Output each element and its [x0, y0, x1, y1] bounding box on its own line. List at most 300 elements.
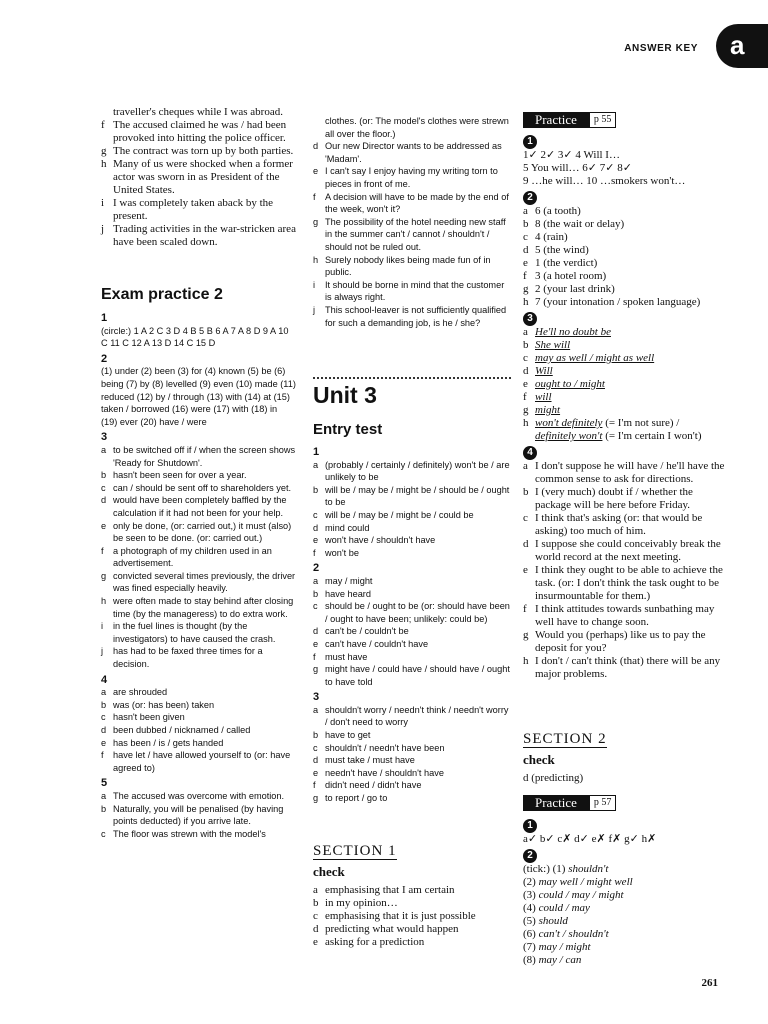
e1-number: 1: [313, 446, 320, 458]
answer-text: might: [535, 404, 561, 416]
answer-text: 5 (the wind): [535, 244, 589, 256]
answer-text: were often made to stay behind after closing time (by the manageress) to do extra work.: [113, 596, 294, 619]
answer-text: I (very much) doubt if / whether the package will be here before Friday.: [535, 486, 693, 511]
answer-letter: e: [313, 767, 319, 778]
answer-letter: b: [101, 699, 107, 710]
answer-text: I was completely taken aback by the present.: [113, 197, 274, 222]
answer-text: won't have / shouldn't have: [325, 535, 436, 546]
answer-line: [523, 928, 728, 941]
answer-letter: i: [101, 621, 104, 632]
answer-letter: c: [101, 712, 106, 723]
answer-text: He'll no doubt be: [535, 326, 611, 338]
answer-letter: c: [313, 601, 318, 612]
answer-item: [101, 711, 296, 724]
answer-item: [101, 737, 296, 750]
col2-entry: [313, 446, 511, 805]
answer-letter: b: [313, 484, 319, 495]
answer-text: have heard: [325, 588, 371, 599]
answer-line: [523, 863, 728, 876]
answer-text: should: [538, 915, 568, 927]
answer-letter: a: [101, 444, 107, 455]
answer-letter: b: [523, 339, 529, 351]
answer-letter: f: [313, 780, 316, 791]
answer-item: [101, 570, 296, 595]
e2-number: 2: [313, 562, 320, 575]
answer-text: 3 (a hotel room): [535, 270, 607, 282]
section2-heading: SECTION 2: [523, 731, 607, 747]
answer-item: [101, 520, 296, 545]
answer-text: It should be borne in mind that the customer is always right.: [325, 279, 505, 303]
answer-letter: j: [101, 223, 105, 235]
answer-letter: h: [523, 655, 529, 667]
answer-text: would have been completely baffled by the calculation if it had not been for your help.: [113, 495, 287, 518]
answer-letter: f: [313, 651, 316, 662]
answer-text: will be / may be / might be / should be / ought to be: [325, 484, 510, 508]
answer-text: mind could: [325, 522, 370, 533]
practice-page-2: p 57: [589, 795, 617, 811]
answer-text: won't definitely: [535, 417, 603, 429]
answer-text: can / should be sent off to shareholders yet.: [113, 482, 292, 493]
answer-item: [101, 119, 296, 145]
answer-letter: e: [313, 535, 319, 546]
section-tab: a: [716, 24, 768, 68]
answer-item: [101, 444, 296, 469]
answer-text: must have: [325, 651, 368, 662]
answer-item: [313, 923, 511, 936]
answer-number: (3): [523, 889, 539, 901]
answer-text: I think they ought to be able to achieve the task. (or: I don't think the task ought to be insurmountable for them.): [535, 564, 723, 602]
answer-item: [101, 803, 296, 828]
answer-item: [101, 620, 296, 645]
practice-page: p 55: [589, 112, 617, 128]
answer-text: emphasising that I am certain: [325, 884, 455, 896]
answer-number: (tick:) (1): [523, 863, 569, 875]
q2-number: 2: [101, 352, 108, 365]
col1-top: [101, 106, 296, 249]
answer-letter: f: [101, 119, 105, 131]
answer-line: [523, 915, 728, 928]
check-heading: check: [313, 864, 345, 879]
answer-text: might have / could have / should have / ought to have told: [325, 664, 510, 687]
answer-letter: g: [523, 283, 529, 295]
answer-item: [523, 538, 728, 564]
header-label: ANSWER KEY: [624, 43, 698, 54]
answer-text: She will: [535, 339, 571, 351]
answer-letter: g: [101, 145, 107, 157]
answer-letter: f: [101, 545, 104, 556]
answer-item: [523, 218, 728, 231]
answer-text: definitely won't: [535, 430, 603, 442]
answer-number: (6): [523, 928, 539, 940]
answer-letter: c: [101, 482, 106, 493]
answer-text: could / may: [538, 902, 590, 914]
answer-item: [313, 600, 511, 625]
answer-letter: h: [523, 417, 529, 429]
answer-letter: j: [101, 646, 104, 657]
answer-item: [313, 165, 511, 190]
answer-letter: c: [313, 509, 318, 520]
q5-number: 5: [101, 777, 108, 790]
answer-item: [313, 115, 511, 140]
answer-text: I don't suppose he will have / he'll have the common sense to ask for directions.: [535, 460, 725, 485]
answer-letter: f: [523, 270, 527, 282]
answer-text: The accused was overcome with emotion.: [113, 790, 285, 801]
p3-number: 3: [523, 312, 537, 326]
answer-line: [523, 876, 728, 889]
answer-item: [101, 494, 296, 519]
answer-letter: e: [101, 520, 107, 531]
answer-letter: d: [101, 725, 107, 735]
answer-letter: b: [101, 470, 107, 481]
answer-letter: h: [523, 296, 529, 308]
answer-item: [101, 686, 296, 699]
answer-item: [313, 304, 511, 329]
col1-exam: [101, 312, 296, 840]
answer-text: can't have / couldn't have: [325, 638, 429, 649]
answer-text: Surely nobody likes being made fun of in public.: [325, 254, 491, 278]
answer-letter: d: [523, 244, 529, 256]
answer-text: ought to / might: [535, 378, 605, 390]
answer-letter: d: [313, 141, 319, 152]
answer-item: [523, 231, 728, 244]
answer-text: Will: [535, 365, 553, 377]
answer-item: [313, 638, 511, 651]
col3-practice1: [523, 135, 728, 681]
answer-item: [313, 216, 511, 254]
answer-letter: c: [523, 512, 528, 524]
answer-text: will: [535, 391, 552, 403]
answer-item: [313, 459, 511, 484]
answer-text: convicted several times previously, the driver was fined especially heavily.: [113, 570, 296, 594]
answer-text: traveller's cheques while I was abroad.: [113, 106, 283, 118]
answer-text: can't be / couldn't be: [325, 626, 409, 637]
answer-text: I think that's asking (or: that would be asking) too much of him.: [535, 512, 703, 537]
answer-item: [523, 257, 728, 270]
answer-item: [313, 588, 511, 601]
answer-item: [101, 828, 296, 841]
q1-answers: (circle:) 1 A 2 C 3 D 4 B 5 B 6 A 7 A 8 D 9 A 10 C 11 C 12 A 13 D 14 C 15 D: [101, 325, 289, 349]
answer-item: [313, 140, 511, 165]
practice-p55: [523, 112, 616, 128]
answer-item: [313, 522, 511, 535]
answer-text: The floor was strewn with the model's: [113, 828, 266, 839]
answer-letter: a: [523, 326, 528, 338]
q1-number: 1: [101, 312, 108, 324]
answer-text: (probably / certainly / definitely) won't be / are unlikely to be: [325, 459, 510, 483]
answer-item: [313, 792, 511, 805]
answer-text: will be / may be / might be / could be: [325, 509, 474, 520]
practice-label-2: Practice: [523, 795, 589, 811]
answer-text: didn't need / didn't have: [325, 780, 422, 791]
answer-letter: c: [101, 828, 106, 839]
answer-letter: a: [313, 575, 319, 586]
answer-item: [101, 145, 296, 158]
answer-letter: d: [313, 755, 319, 766]
answer-item: [523, 270, 728, 283]
answer-item: [523, 460, 728, 486]
answer-letter: d: [523, 538, 529, 550]
unit-title: Unit 3: [313, 382, 377, 408]
answer-text: Would you (perhaps) like us to pay the deposit for you?: [535, 629, 706, 654]
answer-letter: c: [523, 231, 528, 243]
answer-item: [313, 625, 511, 638]
answer-text: hasn't been seen for over a year.: [113, 470, 247, 481]
page-number: 261: [701, 977, 718, 989]
answer-letter: b: [101, 803, 107, 814]
answer-letter: e: [313, 638, 319, 649]
answer-item: [313, 279, 511, 304]
answer-item: [313, 704, 511, 729]
answer-text: needn't have / shouldn't have: [325, 767, 444, 778]
answer-letter: g: [313, 793, 319, 804]
answer-item: [523, 564, 728, 603]
answer-item: [101, 749, 296, 774]
practice-label: Practice: [523, 112, 589, 128]
answer-item: [523, 603, 728, 629]
answer-text: have let / have allowed yourself to (or: have agreed to): [113, 750, 291, 773]
answer-text: The possibility of the hotel needing new staff in the summer can't / cannot / shouldn't / should not be ruled out.: [325, 216, 506, 252]
answer-text: Naturally, you will be penalised (by having points deducted) if you arrive late.: [113, 803, 284, 827]
answer-text: a photograph of my children used in an advertisement.: [113, 545, 272, 569]
answer-item: [523, 655, 728, 681]
col3-practice2: [523, 819, 728, 967]
answer-item: [523, 326, 728, 339]
answer-text: predicting what would happen: [325, 923, 459, 935]
p2-number: 2: [523, 191, 537, 205]
answer-item: [523, 339, 728, 352]
answer-item: [523, 512, 728, 538]
practice-p57: [523, 795, 616, 811]
answer-item: [101, 197, 296, 223]
answer-text: may / might: [538, 941, 591, 953]
answer-item: [101, 545, 296, 570]
answer-text: could / may / might: [538, 889, 624, 901]
answer-letter: d: [101, 495, 107, 506]
answer-letter: a: [523, 460, 528, 472]
answer-item: [313, 767, 511, 780]
answer-item: [101, 106, 296, 119]
answer-item: [313, 742, 511, 755]
answer-text: won't be: [325, 547, 359, 558]
answer-item: [313, 884, 511, 897]
answer-text: may as well / might as well: [535, 352, 655, 364]
answer-item: [523, 205, 728, 218]
answer-number: (5): [523, 915, 539, 927]
answer-line: [523, 902, 728, 915]
answer-item: [523, 283, 728, 296]
exam-practice-heading: Exam practice 2: [101, 286, 223, 303]
col2-top: [313, 115, 511, 329]
answer-item: [523, 391, 728, 404]
q3-number: 3: [101, 431, 108, 444]
answer-letter: i: [313, 279, 316, 290]
p1-number: 1: [523, 135, 537, 149]
answer-letter: a: [313, 704, 319, 715]
p4-number: 4: [523, 446, 537, 460]
answer-letter: e: [101, 737, 107, 748]
answer-text: have to get: [325, 730, 371, 741]
q4-number: 4: [101, 673, 108, 686]
answer-number: (7): [523, 941, 539, 953]
answer-item: [313, 575, 511, 588]
answer-item: [313, 779, 511, 792]
answer-text: in my opinion…: [325, 897, 398, 909]
answer-letter: b: [523, 486, 529, 498]
answer-text: has been / is / gets handed: [113, 737, 224, 748]
answer-item: [523, 629, 728, 655]
answer-letter: e: [313, 166, 319, 177]
answer-letter: f: [313, 191, 316, 202]
answer-item: [523, 378, 728, 391]
answer-text: can't / shouldn't: [538, 928, 609, 940]
answer-letter: i: [101, 197, 105, 209]
answer-item: [313, 534, 511, 547]
answer-text: The accused claimed he was / had been provoked into hitting the police officer.: [113, 119, 287, 144]
answer-letter: h: [101, 596, 107, 607]
answer-text: I don't / can't think (that) there will be any major problems.: [535, 655, 721, 680]
answer-letter: e: [523, 564, 528, 576]
answer-item: [313, 254, 511, 279]
answer-text: 7 (your intonation / spoken language): [535, 296, 701, 308]
answer-letter: b: [523, 218, 529, 230]
answer-line: 9 …he will… 10 …smokers won't…: [523, 175, 686, 187]
section1-heading: SECTION 1: [313, 843, 397, 859]
answer-line: 1✓ 2✓ 3✓ 4 Will I…: [523, 149, 620, 161]
answer-text: Many of us were shocked when a former actor was sworn in as President of the United States.: [113, 158, 293, 196]
answer-item: [313, 754, 511, 767]
answer-letter: h: [313, 254, 319, 265]
answer-letter: g: [313, 216, 319, 227]
answer-item: [101, 790, 296, 803]
answer-letter: g: [313, 664, 319, 675]
answer-item: [313, 910, 511, 923]
answer-letter: c: [313, 910, 318, 922]
answer-text: 8 (the wait or delay): [535, 218, 625, 230]
answer-item: [313, 484, 511, 509]
answer-text: I can't say I enjoy having my writing torn to pieces in front of me.: [325, 166, 498, 189]
answer-text: I think attitudes towards sunbathing may well have to change soon.: [535, 603, 715, 628]
answer-item: [523, 486, 728, 512]
answer-line: [523, 889, 728, 902]
answer-item: [313, 663, 511, 688]
answer-item: [523, 404, 728, 417]
answer-item: [101, 223, 296, 249]
answer-text: clothes. (or: The model's clothes were strewn all over the floor.): [325, 116, 509, 139]
answer-letter: g: [523, 629, 529, 641]
q1-circle: 1: [523, 819, 537, 833]
answer-item: [313, 547, 511, 560]
check2-answer: d (predicting): [523, 772, 584, 784]
col2-check: [313, 884, 511, 949]
answer-letter: f: [101, 750, 104, 761]
answer-item: [313, 509, 511, 522]
answer-letter: a: [313, 884, 318, 896]
answer-item: [523, 244, 728, 257]
answer-number: (4): [523, 902, 539, 914]
answer-text: has had to be faxed three times for a decision.: [113, 646, 263, 670]
answer-text: 2 (your last drink): [535, 283, 615, 295]
answer-text: emphasising that it is just possible: [325, 910, 476, 922]
answer-item: [523, 365, 728, 378]
answer-text: should be / ought to be (or: should have been / ought to have been; unlikely: could be): [325, 601, 510, 624]
answer-item: [101, 645, 296, 670]
answer-letter: f: [313, 547, 316, 558]
answer-letter: a: [101, 790, 107, 801]
answer-text: 4 (rain): [535, 231, 568, 243]
answer-letter: e: [523, 257, 528, 269]
answer-item: [313, 651, 511, 664]
answer-text: A decision will have to be made by the end of the week, won't it?: [325, 191, 509, 215]
answer-letter: a: [523, 205, 528, 217]
answer-letter: b: [313, 897, 319, 909]
answer-text: only be done, (or: carried out,) it must (also) be seen to be done. (or: carried out.): [113, 520, 292, 544]
answer-letter: g: [101, 570, 107, 581]
answer-text: are shrouded: [113, 687, 168, 698]
answer-item: [523, 430, 728, 443]
e3-number: 3: [313, 691, 320, 704]
answer-number: (2): [523, 876, 539, 888]
answer-text: to be switched off if / when the screen shows 'Ready for Shutdown'.: [113, 444, 296, 468]
answer-item: [313, 729, 511, 742]
answer-text: Our new Director wants to be addressed as 'Madam'.: [325, 141, 502, 164]
answer-text: shouldn't: [568, 863, 609, 875]
answer-line: [523, 941, 728, 954]
answer-number: (8): [523, 954, 539, 966]
answer-text: was (or: has been) taken: [113, 699, 215, 710]
answer-text: may well / might well: [538, 876, 633, 888]
answer-text: shouldn't worry / needn't think / needn't worry / don't need to worry: [325, 704, 509, 728]
answer-text: shouldn't / needn't have been: [325, 742, 445, 753]
answer-letter: d: [313, 626, 319, 637]
answer-item: [313, 897, 511, 910]
answer-item: [523, 296, 728, 309]
answer-text: 6 (a tooth): [535, 205, 581, 217]
answer-letter: b: [313, 730, 319, 741]
answer-text: hasn't been given: [113, 712, 185, 723]
answer-letter: g: [523, 404, 529, 416]
answer-letter: e: [523, 378, 528, 390]
q2-answers: (1) under (2) been (3) for (4) known (5) be (6) being (7) by (8) levelled (9) even (10) made (11) reduced (12) by / through (13) with (14) at (15) taken / borrowed (16) were (17) with (18) in (19) ever (20) have / were: [101, 366, 296, 427]
answer-text: must take / must have: [325, 755, 415, 766]
answer-text: 1 (the verdict): [535, 257, 598, 269]
answer-letter: d: [313, 923, 319, 935]
answer-note: (= I'm not sure) /: [605, 417, 680, 429]
answer-letter: a: [101, 687, 107, 698]
answer-letter: c: [313, 742, 318, 753]
answer-item: [101, 595, 296, 620]
answer-text: asking for a prediction: [325, 936, 425, 948]
answer-letter: e: [313, 936, 318, 948]
answer-text: This school-leaver is not sufficiently qualified for such a demanding job, is he / she?: [325, 304, 507, 328]
answer-item: [523, 352, 728, 365]
answer-letter: d: [313, 522, 319, 533]
answer-letter: j: [313, 304, 316, 315]
answer-item: [101, 158, 296, 197]
answer-item: [101, 699, 296, 712]
check2-heading: check: [523, 752, 555, 767]
answer-text: may / might: [325, 575, 373, 586]
answer-text: Trading activities in the war-stricken area have been scaled down.: [113, 223, 296, 248]
answer-text: I suppose she could conceivably break the world record at the next meeting.: [535, 538, 721, 563]
answer-item: [523, 417, 728, 430]
answer-line: [523, 954, 728, 967]
answer-letter: b: [313, 588, 319, 599]
answer-letter: f: [523, 391, 527, 403]
divider: [313, 377, 511, 379]
answer-text: The contract was torn up by both parties.: [113, 145, 294, 157]
q2-circle: 2: [523, 849, 537, 863]
answer-letter: d: [523, 365, 529, 377]
